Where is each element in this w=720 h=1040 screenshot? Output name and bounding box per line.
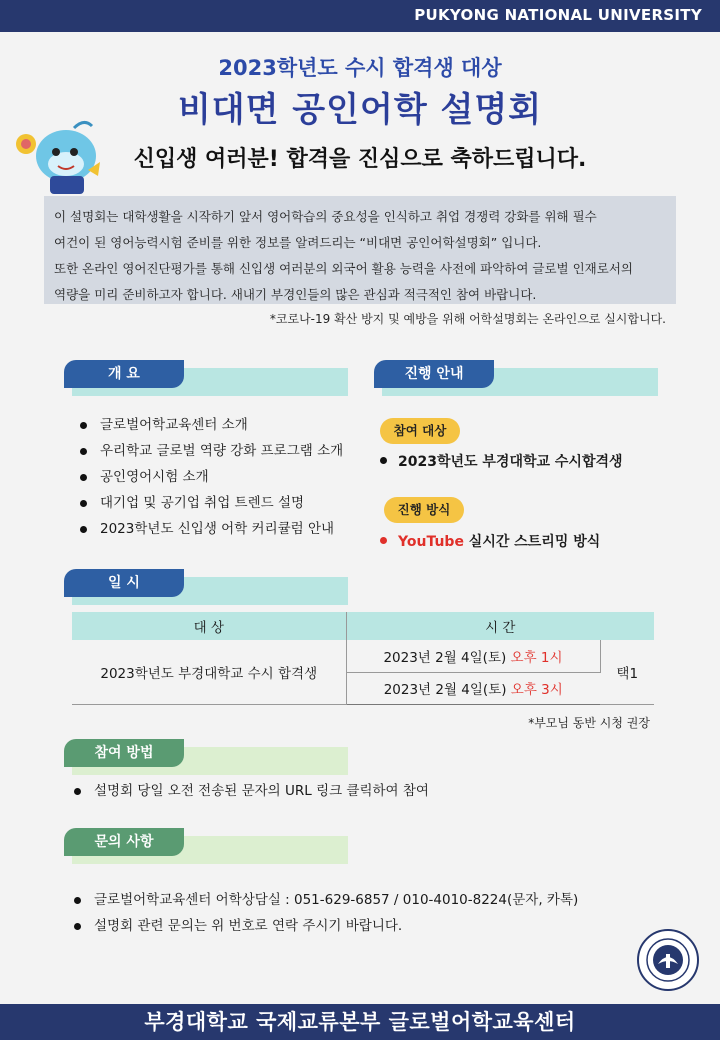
progress-heading: 진행 안내 [374, 360, 494, 388]
col-target: 대 상 [72, 612, 346, 640]
date-text: 2023년 2월 4일(토) [383, 682, 511, 698]
list-item: 공인영어시험 소개 [80, 464, 343, 490]
time-text: 오후 3시 [510, 682, 563, 698]
method-rest: 실시간 스트리밍 방식 [463, 534, 601, 550]
list-item: 2023학년도 신입생 어학 커리큘럼 안내 [80, 516, 343, 542]
method-pill: 진행 방식 [384, 497, 464, 523]
intro-line: 또한 온라인 영어진단평가를 통해 신입생 여러분의 외국어 활용 능력을 사전에 파악하여 글로벌 인재로서의 [54, 261, 633, 276]
parent-note: *부모님 동반 시청 권장 [528, 716, 650, 730]
participation-heading: 참여 방법 [64, 739, 184, 767]
participation-list [74, 778, 429, 804]
overview-list [80, 412, 343, 542]
intro-line: 여건이 된 영어능력시험 준비를 위한 정보를 알려드리는 “비대면 공인어학설명회” 입니다. [54, 235, 542, 250]
col-time: 시 간 [346, 612, 654, 640]
method-value [380, 531, 600, 551]
congrats-message: 신입생 여러분! 합격을 진심으로 축하드립니다. [133, 147, 587, 172]
date-text: 2023년 2월 4일(토) [383, 649, 511, 666]
university-name: PUKYONG NATIONAL UNIVERSITY [414, 6, 702, 24]
event-title: 비대면 공인어학 설명회 [177, 90, 543, 130]
intro-line: 역량을 미리 준비하고자 합니다. 새내기 부경인들의 많은 관심과 적극적인 참여 바랍니다. [54, 287, 537, 302]
list-item: 글로벌어학교육센터 어학상담실 : 051-629-6857 / 010-4010-8224(문자, 카톡) [74, 887, 578, 913]
event-subtitle: 2023학년도 수시 합격생 대상 [218, 56, 502, 80]
top-banner [0, 0, 720, 32]
time-cell [346, 672, 600, 704]
intro-line: 이 설명회는 대학생활을 시작하기 앞서 영어학습의 중요성을 인식하고 취업 경쟁력 강화를 위해 필수 [54, 209, 597, 224]
inquiry-heading: 문의 사항 [64, 828, 184, 856]
schedule-table [72, 612, 654, 705]
list-item: 글로벌어학교육센터 소개 [80, 412, 343, 438]
choice-cell: 택1 [600, 640, 654, 704]
inquiry-list [74, 887, 578, 939]
table-header-row [72, 612, 654, 640]
university-seal-icon [636, 928, 700, 992]
list-item: 우리학교 글로벌 역량 강화 프로그램 소개 [80, 438, 343, 464]
time-cell [346, 640, 600, 672]
table-row [72, 640, 654, 672]
intro-box [44, 196, 676, 304]
overview-heading: 개 요 [64, 360, 184, 388]
target-pill: 참여 대상 [380, 418, 460, 444]
list-item: 설명회 당일 오전 전송된 문자의 URL 링크 클릭하여 참여 [74, 778, 429, 804]
target-cell: 2023학년도 부경대학교 수시 합격생 [72, 640, 346, 704]
covid-note: *코로나-19 확산 방지 및 예방을 위해 어학설명회는 온라인으로 실시합니다. [269, 312, 666, 326]
list-item: 설명회 관련 문의는 위 번호로 연락 주시기 바랍니다. [74, 913, 578, 939]
youtube-label: YouTube [398, 534, 464, 550]
footer-banner: 부경대학교 국제교류본부 글로벌어학교육센터 [0, 1004, 720, 1040]
schedule-heading: 일 시 [64, 569, 184, 597]
target-value: 2023학년도 부경대학교 수시합격생 [380, 451, 623, 471]
time-text: 오후 1시 [510, 649, 563, 666]
list-item: 대기업 및 공기업 취업 트렌드 설명 [80, 490, 343, 516]
